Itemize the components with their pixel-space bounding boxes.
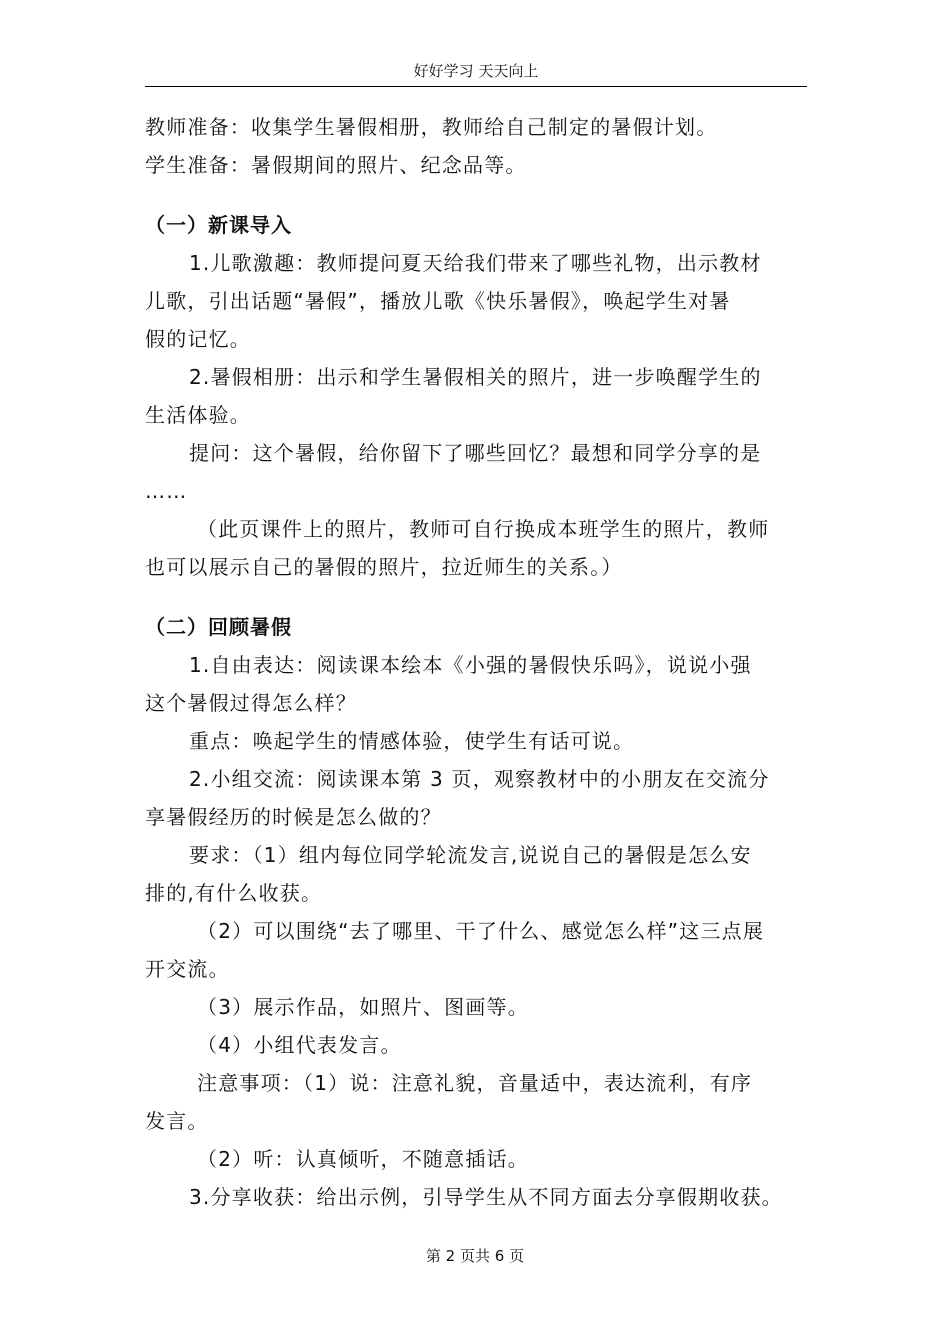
paragraph-line: 生活体验。 [145, 403, 251, 427]
document-body [145, 108, 807, 1216]
paragraph-line: （2）听：认真倾听，不随意插话。 [197, 1147, 529, 1171]
paragraph-line: 发言。 [145, 1109, 209, 1133]
paragraph-line: 提问：这个暑假，给你留下了哪些回忆？最想和同学分享的是 [189, 441, 762, 465]
paragraph-line: 1.自由表达：阅读课本绘本《小强的暑假快乐吗》，说说小强 [189, 653, 752, 677]
page-footer: 第 2 页共 6 页 [425, 1247, 525, 1265]
paragraph-line: （此页课件上的照片，教师可自行换成本班学生的照片，教师 [197, 517, 770, 541]
paragraph-line: 3.分享收获：给出示例，引导学生从不同方面去分享假期收获。 [189, 1185, 783, 1209]
teacher-prep: 教师准备：收集学生暑假相册，教师给自己制定的暑假计划。 [145, 115, 718, 139]
paragraph-line: 2.小组交流：阅读课本第 3 页，观察教材中的小朋友在交流分 [189, 767, 770, 791]
paragraph-line: 排的,有什么收获。 [145, 881, 323, 905]
paragraph-line: 1.儿歌激趣：教师提问夏天给我们带来了哪些礼物，出示教材 [189, 251, 762, 275]
paragraph-line: 注意事项：（1）说：注意礼貌，音量适中，表达流利，有序 [197, 1071, 753, 1095]
paragraph-line: 儿歌，引出话题“暑假”，播放儿歌《快乐暑假》，唤起学生对暑 [145, 289, 731, 313]
paragraph-line: 这个暑假过得怎么样？ [145, 691, 357, 715]
paragraph-line: 2.暑假相册：出示和学生暑假相关的照片，进一步唤醒学生的 [189, 365, 762, 389]
paragraph-line: 享暑假经历的时候是怎么做的？ [145, 805, 442, 829]
student-prep: 学生准备：暑假期间的照片、纪念品等。 [145, 153, 527, 177]
page-header: 好好学习 天天向上 [145, 60, 807, 87]
paragraph-line: 开交流。 [145, 957, 230, 981]
paragraph-line: 也可以展示自己的暑假的照片，拉近师生的关系。） [145, 555, 623, 579]
section-heading-intro: （一）新课导入 [145, 213, 292, 237]
paragraph-line: （2）可以围绕“去了哪里、干了什么、感觉怎么样”这三点展 [197, 919, 765, 943]
paragraph-line: 假的记忆。 [145, 327, 251, 351]
paragraph-line: （4）小组代表发言。 [197, 1033, 402, 1057]
section-heading-review: （二）回顾暑假 [145, 615, 292, 639]
paragraph-line: 要求：（1）组内每位同学轮流发言,说说自己的暑假是怎么安 [189, 843, 752, 867]
paragraph-line: …… [145, 479, 188, 503]
paragraph-line: 重点：唤起学生的情感体验，使学生有话可说。 [189, 729, 635, 753]
paragraph-line: （3）展示作品，如照片、图画等。 [197, 995, 529, 1019]
